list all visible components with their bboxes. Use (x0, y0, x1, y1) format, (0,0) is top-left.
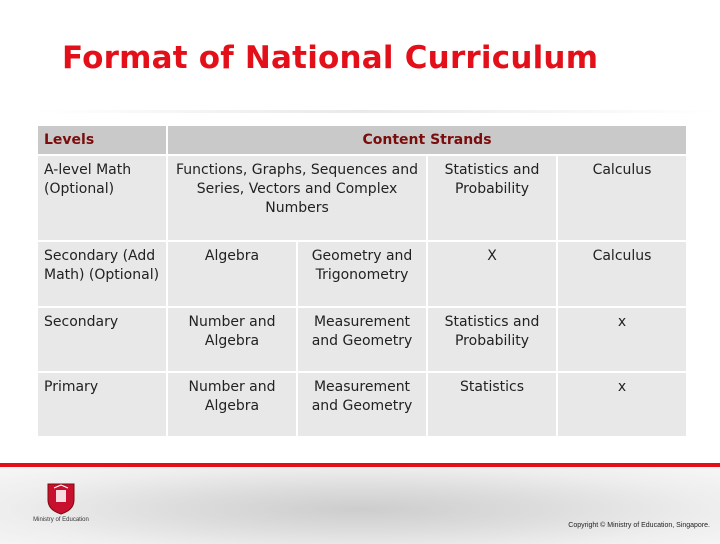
level-cell: Primary (38, 373, 166, 436)
table-header-row (38, 126, 686, 154)
copyright-text: Copyright © Ministry of Education, Singapore. (568, 522, 710, 529)
footer-band (0, 463, 720, 544)
strand-cell: Algebra (168, 242, 296, 306)
strand-cell: Number and Algebra (168, 373, 296, 436)
table-row (38, 308, 686, 371)
strand-cell: Calculus (558, 242, 686, 306)
strand-cell: x (558, 373, 686, 436)
content-strands-header: Content Strands (168, 126, 686, 154)
strand-cell: Statistics and Probability (428, 156, 556, 240)
logo-text: Ministry of Education (33, 517, 89, 523)
strand-cell: Functions, Graphs, Sequences and Series, Vectors and Complex Numbers (168, 156, 426, 240)
curriculum-table (36, 124, 688, 438)
strand-cell: Number and Algebra (168, 308, 296, 371)
table-row (38, 373, 686, 436)
levels-header: Levels (38, 126, 166, 154)
table-row (38, 156, 686, 240)
strand-cell: Statistics (428, 373, 556, 436)
level-cell: Secondary (Add Math) (Optional) (38, 242, 166, 306)
level-cell: A-level Math (Optional) (38, 156, 166, 240)
page-title: Format of National Curriculum (62, 40, 599, 76)
strand-cell: X (428, 242, 556, 306)
strand-cell: Geometry and Trigonometry (298, 242, 426, 306)
strand-cell: Measurement and Geometry (298, 308, 426, 371)
strand-cell: Measurement and Geometry (298, 373, 426, 436)
strand-cell: x (558, 308, 686, 371)
title-divider (0, 110, 720, 113)
crest-icon (28, 480, 94, 516)
strand-cell: Statistics and Probability (428, 308, 556, 371)
table-row (38, 242, 686, 306)
strand-cell: Calculus (558, 156, 686, 240)
moe-logo (28, 480, 94, 538)
level-cell: Secondary (38, 308, 166, 371)
